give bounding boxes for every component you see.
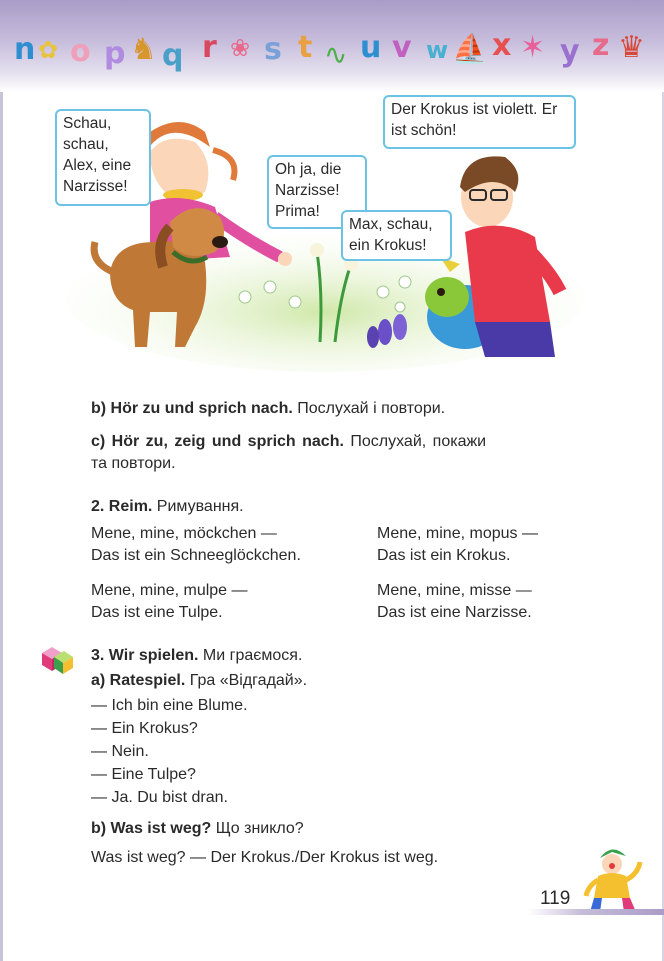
clown-icon: [582, 846, 644, 918]
dialogue-line: — Ja. Du bist dran.: [91, 789, 228, 806]
snake-icon: ∿: [324, 39, 348, 70]
rhyme-line: Das ist eine Narzisse.: [377, 604, 532, 621]
speech-bubble-girl: Schau, schau, Alex, eine Narzisse!: [55, 109, 151, 206]
exercise-3a: [91, 670, 307, 692]
dialogue-line: — Ein Krokus?: [91, 720, 198, 737]
paper-boat-icon: ⛵: [452, 33, 487, 64]
exercise-2-title-uk: Римування.: [152, 498, 244, 515]
header-letter: x: [492, 28, 512, 63]
header-letter: u: [360, 30, 382, 65]
rhyme-line: Mene, mine, misse —: [377, 582, 532, 599]
header-letter: o: [70, 34, 91, 69]
header-letter: v: [392, 30, 412, 65]
rhyme-line: Mene, mine, mopus —: [377, 525, 538, 542]
exercise-1b: [91, 398, 445, 420]
rhyme-line: Das ist ein Krokus.: [377, 547, 511, 564]
exercise-2-title-de: 2. Reim.: [91, 498, 153, 515]
exercise-3b-answer: Was ist weg? — Der Krokus./Der Krokus ist weg.: [91, 849, 439, 866]
flower-icon: ❀: [230, 35, 251, 62]
page-left-edge: [0, 0, 3, 961]
game-cubes-icon: [40, 645, 74, 675]
header-letter: q: [162, 38, 184, 73]
exercise-3-title-de: 3. Wir spielen.: [91, 647, 199, 664]
rhyme-line: Mene, mine, mulpe —: [91, 582, 248, 599]
rhyme-line: Das ist eine Tulpe.: [91, 604, 223, 621]
dialogue-line: — Ich bin eine Blume.: [91, 697, 248, 714]
exercise-3a-title-de: a) Ratespiel.: [91, 672, 186, 689]
header-letter: t: [298, 30, 313, 65]
exercise-3a-title-uk: Гра «Відгадай».: [185, 672, 308, 689]
speech-bubble-girl-reply: Oh ja, die Narzisse! Prima!: [267, 155, 367, 229]
exercise-1c-continued: та повтори.: [91, 455, 176, 472]
flower-icon: ✿: [38, 37, 59, 64]
exercise-1b-instruction-de: b) Hör zu und sprich nach.: [91, 400, 293, 417]
speech-bubble-boy: Max, schau, ein Krokus!: [341, 210, 452, 261]
header-letter: p: [104, 36, 126, 71]
exercise-1c-instruction-uk: Послухай, покажи: [343, 433, 487, 450]
dialogue-line: — Nein.: [91, 743, 149, 760]
exercise-3-title-uk: Ми граємося.: [198, 647, 303, 664]
exercise-1b-instruction-uk: Послухай і повтори.: [292, 400, 446, 417]
page-number: 119: [540, 888, 571, 909]
header-letter: z: [592, 28, 610, 63]
speech-bubble-boy-top: Der Krokus ist violett. Er ist schön!: [383, 95, 576, 149]
header-letter: n: [14, 32, 36, 67]
header-letter: y: [560, 34, 580, 69]
exercise-2-title: [91, 496, 244, 518]
exercise-3b: [91, 818, 304, 840]
exercise-3b-title-de: b) Was ist weg?: [91, 820, 212, 837]
exercise-1c-instruction-de: c) Hör zu, zeig und sprich nach.: [91, 433, 344, 450]
header-letter: w: [426, 36, 449, 64]
rhyme-line: Mene, mine, möckchen —: [91, 525, 277, 542]
exercise-3-title: [91, 645, 302, 667]
dinosaur-icon: ♞: [130, 33, 157, 66]
teddy-bear-icon: ♛: [618, 31, 645, 64]
exercise-1c: [91, 431, 486, 453]
animal-icon: ✶: [520, 31, 546, 64]
header-letter: s: [264, 32, 282, 67]
header-letter: r: [202, 30, 217, 65]
rhyme-line: Das ist ein Schneeglöckchen.: [91, 547, 301, 564]
exercise-3b-title-uk: Що зникло?: [211, 820, 304, 837]
dialogue-line: — Eine Tulpe?: [91, 766, 196, 783]
alphabet-header-band: [0, 0, 664, 92]
alphabet-letters: [12, 22, 652, 82]
